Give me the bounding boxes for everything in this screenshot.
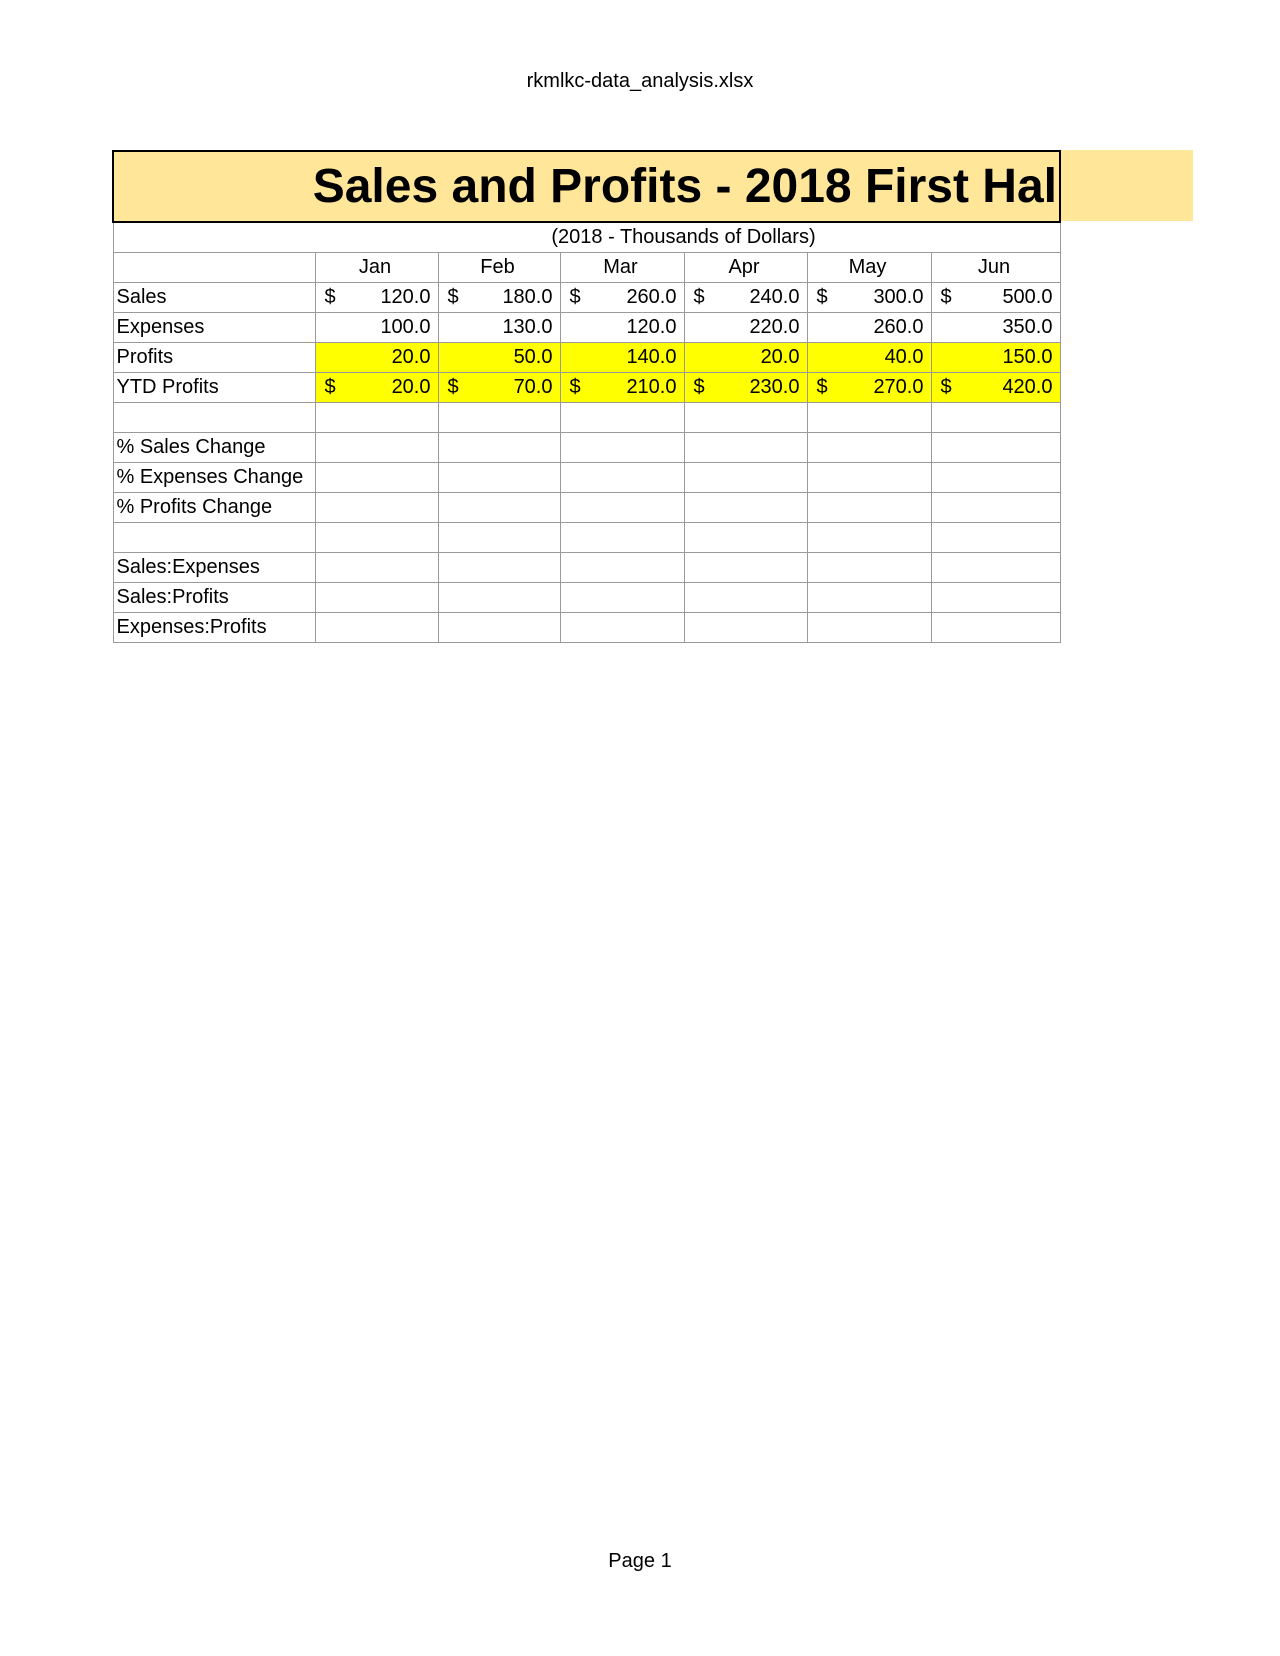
table-row — [113, 492, 1060, 522]
spreadsheet-table — [112, 150, 1061, 643]
cell-value: 20.0 — [391, 375, 431, 398]
data-cell[interactable] — [438, 342, 560, 372]
data-cell[interactable] — [438, 552, 560, 582]
currency-symbol: $ — [693, 285, 705, 308]
data-cell[interactable] — [684, 342, 807, 372]
cell-value: 300.0 — [873, 285, 924, 308]
title-fill-overflow — [1060, 150, 1193, 221]
row-label[interactable]: % Profits Change — [113, 492, 315, 522]
data-cell[interactable] — [438, 612, 560, 642]
currency-symbol: $ — [447, 285, 459, 308]
table-row — [113, 282, 1060, 312]
row-label[interactable] — [113, 402, 315, 432]
cell-value: 350.0 — [1002, 315, 1053, 338]
cell-value: 50.0 — [513, 345, 553, 368]
data-cell[interactable] — [931, 432, 1060, 462]
cell-value: 120.0 — [626, 315, 677, 338]
cell-value: 20.0 — [760, 345, 800, 368]
cell-value: 130.0 — [502, 315, 553, 338]
data-cell[interactable] — [438, 282, 560, 312]
data-cell[interactable] — [315, 582, 438, 612]
title-row — [113, 151, 1060, 222]
data-cell[interactable] — [807, 312, 931, 342]
sheet-subtitle[interactable]: (2018 - Thousands of Dollars) — [113, 222, 1060, 252]
data-cell[interactable] — [931, 282, 1060, 312]
currency-symbol: $ — [569, 285, 581, 308]
data-cell[interactable] — [438, 432, 560, 462]
month-header-corner[interactable] — [113, 252, 315, 282]
row-label[interactable]: Sales — [113, 282, 315, 312]
table-row — [113, 462, 1060, 492]
data-cell[interactable] — [931, 582, 1060, 612]
table-row — [113, 402, 1060, 432]
data-cell[interactable] — [807, 612, 931, 642]
data-cell[interactable] — [315, 552, 438, 582]
data-cell[interactable] — [684, 522, 807, 552]
month-header-may[interactable]: May — [807, 252, 931, 282]
data-cell[interactable] — [684, 312, 807, 342]
row-label[interactable]: Sales:Profits — [113, 582, 315, 612]
month-header-jun[interactable]: Jun — [931, 252, 1060, 282]
cell-value: 40.0 — [884, 345, 924, 368]
sheet-title-cell[interactable] — [113, 151, 1060, 222]
subtitle-row — [113, 222, 1060, 252]
currency-symbol: $ — [693, 375, 705, 398]
sheet-title: Sales and Profits - 2018 First Hal — [312, 160, 1057, 213]
data-cell[interactable] — [807, 582, 931, 612]
data-cell[interactable] — [560, 552, 684, 582]
data-cell[interactable] — [560, 312, 684, 342]
data-cell[interactable] — [560, 342, 684, 372]
data-cell[interactable] — [315, 522, 438, 552]
data-cell[interactable] — [315, 342, 438, 372]
data-cell[interactable] — [807, 372, 931, 402]
data-cell[interactable] — [807, 492, 931, 522]
cell-value: 100.0 — [380, 315, 431, 338]
data-cell[interactable] — [315, 312, 438, 342]
data-cell[interactable] — [931, 612, 1060, 642]
data-cell[interactable] — [931, 372, 1060, 402]
data-cell[interactable] — [315, 402, 438, 432]
row-label[interactable]: Expenses — [113, 312, 315, 342]
data-cell[interactable] — [931, 312, 1060, 342]
cell-value: 500.0 — [1002, 285, 1053, 308]
data-cell[interactable] — [560, 612, 684, 642]
data-cell[interactable] — [438, 372, 560, 402]
cell-value: 230.0 — [749, 375, 800, 398]
data-cell[interactable] — [315, 432, 438, 462]
cell-value: 150.0 — [1002, 345, 1053, 368]
data-cell[interactable] — [560, 282, 684, 312]
data-cell[interactable] — [931, 492, 1060, 522]
currency-symbol: $ — [940, 375, 952, 398]
data-cell[interactable] — [315, 282, 438, 312]
data-cell[interactable] — [931, 402, 1060, 432]
data-cell[interactable] — [931, 342, 1060, 372]
row-label[interactable]: % Expenses Change — [113, 462, 315, 492]
data-cell[interactable] — [684, 282, 807, 312]
data-cell[interactable] — [807, 462, 931, 492]
month-header-feb[interactable]: Feb — [438, 252, 560, 282]
cell-value: 20.0 — [391, 345, 431, 368]
data-cell[interactable] — [807, 552, 931, 582]
currency-symbol: $ — [816, 285, 828, 308]
cell-value: 270.0 — [873, 375, 924, 398]
cell-value: 420.0 — [1002, 375, 1053, 398]
data-cell[interactable] — [684, 612, 807, 642]
data-cell[interactable] — [684, 492, 807, 522]
row-label[interactable] — [113, 522, 315, 552]
page-header-filename: rkmlkc-data_analysis.xlsx — [526, 70, 754, 92]
cell-value: 120.0 — [380, 285, 431, 308]
data-cell[interactable] — [807, 522, 931, 552]
data-cell[interactable] — [560, 372, 684, 402]
cell-value: 180.0 — [502, 285, 553, 308]
cell-value: 260.0 — [873, 315, 924, 338]
table-row — [113, 372, 1060, 402]
table-row — [113, 552, 1060, 582]
month-header-apr[interactable]: Apr — [684, 252, 807, 282]
month-header-jan[interactable]: Jan — [315, 252, 438, 282]
currency-symbol: $ — [324, 285, 336, 308]
currency-symbol: $ — [940, 285, 952, 308]
cell-value: 140.0 — [626, 345, 677, 368]
data-cell[interactable] — [807, 402, 931, 432]
data-cell[interactable] — [560, 402, 684, 432]
data-cell[interactable] — [684, 402, 807, 432]
data-cell[interactable] — [931, 522, 1060, 552]
table-row — [113, 432, 1060, 462]
data-cell[interactable] — [560, 462, 684, 492]
data-cell[interactable] — [807, 432, 931, 462]
data-cell[interactable] — [315, 372, 438, 402]
data-cell[interactable] — [315, 612, 438, 642]
data-cell[interactable] — [807, 342, 931, 372]
data-cell[interactable] — [684, 462, 807, 492]
data-cell[interactable] — [438, 312, 560, 342]
table-row — [113, 522, 1060, 552]
table-row — [113, 342, 1060, 372]
spreadsheet-body — [113, 151, 1060, 642]
page-footer-number: Page 1 — [608, 1550, 672, 1572]
data-cell[interactable] — [315, 492, 438, 522]
table-row — [113, 612, 1060, 642]
data-cell[interactable] — [438, 582, 560, 612]
data-cell[interactable] — [438, 522, 560, 552]
cell-value: 220.0 — [749, 315, 800, 338]
data-cell[interactable] — [560, 582, 684, 612]
data-cell[interactable] — [438, 462, 560, 492]
data-cell[interactable] — [560, 432, 684, 462]
data-cell[interactable] — [560, 522, 684, 552]
data-cell[interactable] — [684, 432, 807, 462]
cell-value: 210.0 — [626, 375, 677, 398]
month-header-mar[interactable]: Mar — [560, 252, 684, 282]
data-cell[interactable] — [438, 492, 560, 522]
month-header-row — [113, 252, 1060, 282]
data-cell[interactable] — [684, 582, 807, 612]
row-label[interactable]: Sales:Expenses — [113, 552, 315, 582]
data-cell[interactable] — [931, 552, 1060, 582]
cell-value: 240.0 — [749, 285, 800, 308]
currency-symbol: $ — [447, 375, 459, 398]
table-row — [113, 312, 1060, 342]
data-cell[interactable] — [315, 462, 438, 492]
data-cell[interactable] — [684, 372, 807, 402]
cell-value: 260.0 — [626, 285, 677, 308]
data-cell[interactable] — [438, 402, 560, 432]
data-cell[interactable] — [684, 552, 807, 582]
currency-symbol: $ — [324, 375, 336, 398]
currency-symbol: $ — [816, 375, 828, 398]
row-label[interactable]: % Sales Change — [113, 432, 315, 462]
data-cell[interactable] — [560, 492, 684, 522]
table-row — [113, 582, 1060, 612]
row-label[interactable]: Expenses:Profits — [113, 612, 315, 642]
row-label[interactable]: YTD Profits — [113, 372, 315, 402]
currency-symbol: $ — [569, 375, 581, 398]
cell-value: 70.0 — [513, 375, 553, 398]
data-cell[interactable] — [807, 282, 931, 312]
data-cell[interactable] — [931, 462, 1060, 492]
row-label[interactable]: Profits — [113, 342, 315, 372]
